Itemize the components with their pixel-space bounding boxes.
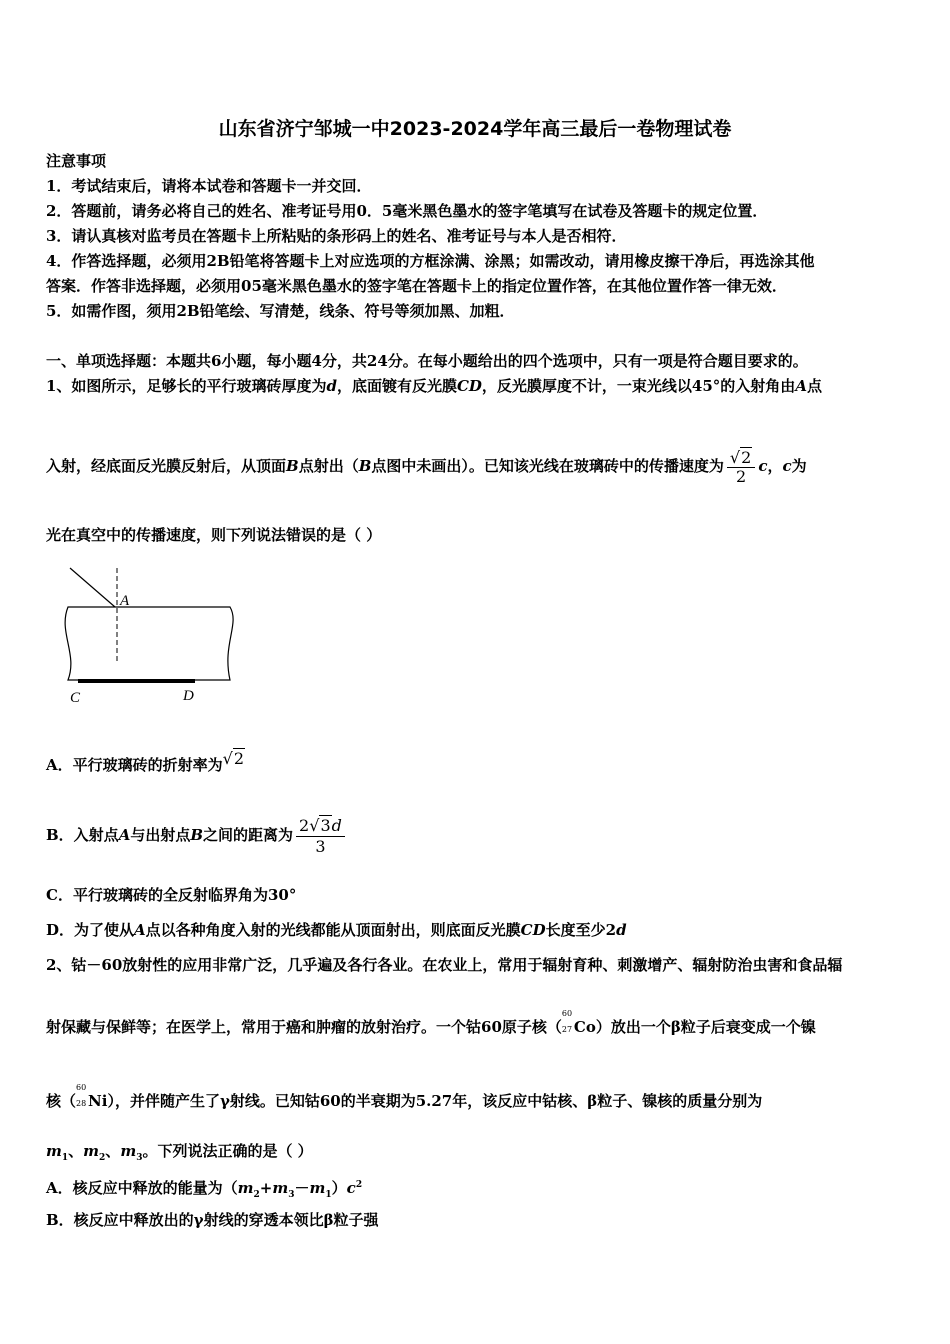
q1-line-2: 入射，经底面反光膜反射后，从顶面B点射出（B点图中未画出）。已知该光线在玻璃砖中的传播速度为 $\frac{√2}{2}$ c，c为 bbox=[46, 447, 807, 486]
notice-item-1: 1．考试结束后，请将本试卷和答题卡一并交回． bbox=[46, 177, 372, 195]
glass-block-figure bbox=[50, 562, 250, 712]
notice-item-2: 2．答题前，请务必将自己的姓名、准考证号用0．5毫米黑色墨水的签字笔填写在试卷及答题卡的规定位置． bbox=[46, 202, 768, 220]
q2-option-b: B．核反应中释放出的γ射线的穿透本领比β粒子强 bbox=[46, 1211, 379, 1229]
page-title: 山东省济宁邹城一中2023-2024学年高三最后一卷物理试卷 bbox=[218, 118, 732, 140]
q1-line-1: 1、如图所示，足够长的平行玻璃砖厚度为d，底面镀有反光膜CD，反光膜厚度不计，一束光线以45°的入射角由A点 bbox=[46, 377, 822, 395]
label-c: C bbox=[70, 690, 81, 706]
speed-fraction: $\frac{√2}{2}$ bbox=[727, 449, 755, 486]
q1-option-d: D．为了使从A点以各种角度入射的光线都能从顶面射出，则底面反光膜CD长度至少2d bbox=[46, 921, 627, 939]
q2-line-2: 射保藏与保鲜等；在医学上，常用于癌和肿瘤的放射治疗。一个钴60原子核（ 60 27 Co）放出一个β粒子后衰变成一个镍 bbox=[46, 1009, 816, 1036]
notice-item-4: 4．作答选择题，必须用2B铅笔将答题卡上对应选项的方框涂满、涂黑；如需改动，请用橡皮擦干净后，再选涂其他 bbox=[46, 252, 815, 270]
label-d: D bbox=[183, 688, 194, 704]
glass-block-outline bbox=[65, 607, 233, 680]
cobalt-nuclide-indices: 60 27 bbox=[561, 1009, 573, 1034]
distance-fraction: $\frac{2√3d}{3}$ bbox=[296, 816, 345, 857]
incident-ray bbox=[70, 568, 115, 607]
q1-line-3: 光在真空中的传播速度，则下列说法错误的是（ ） bbox=[46, 526, 382, 544]
notice-item-5: 5．如需作图，须用2B铅笔绘、写清楚，线条、符号等须加黑、加粗． bbox=[46, 302, 515, 320]
q2-line-1: 2、钴－60放射性的应用非常广泛，几乎遍及各行各业。在农业上，常用于辐射育种、刺激增产、辐射防治虫害和食品辐 bbox=[46, 956, 843, 974]
notice-heading: 注意事项 bbox=[46, 152, 107, 170]
q1-option-b: B．入射点A与出射点B之间的距离为 $\frac{2√3d}{3}$ bbox=[46, 812, 348, 858]
section-heading: 一、单项选择题：本题共6小题，每小题4分，共24分。在每小题给出的四个选项中，只有一项是符合题目要求的。 bbox=[46, 352, 808, 370]
notice-item-4-cont: 答案．作答非选择题，必须用05毫米黑色墨水的签字笔在答题卡上的指定位置作答，在其他位置作答一律无效． bbox=[46, 277, 787, 295]
q2-line-3: 核（ 60 28 Ni），并伴随产生了γ射线。已知钴60的半衰期为5.27年，该反应中钴核、β粒子、镍核的质量分别为 bbox=[46, 1083, 763, 1110]
q1-option-a: A．平行玻璃砖的折射率为√2 bbox=[46, 749, 245, 774]
label-a: A bbox=[120, 593, 130, 609]
nickel-nuclide-indices: 60 28 bbox=[76, 1083, 87, 1108]
q2-line-4: $m_1$、$m_2$、$m_3$。下列说法正确的是（ ） bbox=[46, 1142, 313, 1163]
q2-option-a: A．核反应中释放的能量为$(m_2+m_3-m_1)c^2$ bbox=[46, 1179, 363, 1200]
notice-item-3: 3．请认真核对监考员在答题卡上所粘贴的条形码上的姓名、准考证号与本人是否相符． bbox=[46, 227, 627, 245]
q1-option-c: C．平行玻璃砖的全反射临界角为30° bbox=[46, 886, 297, 904]
